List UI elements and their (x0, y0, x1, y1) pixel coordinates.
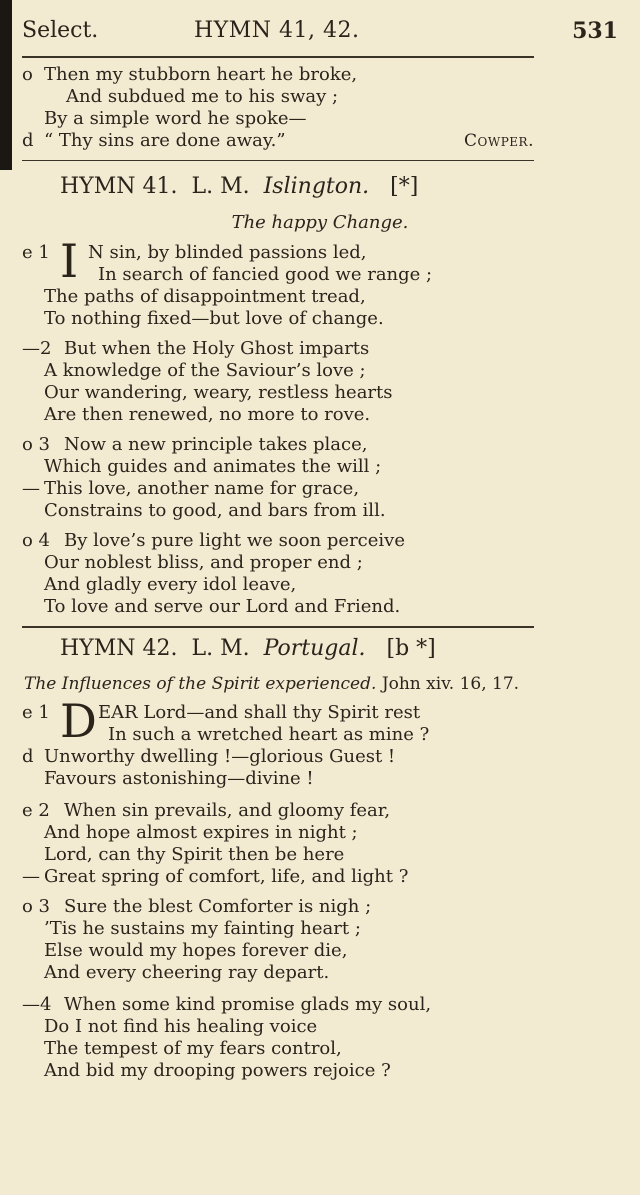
author-attribution: Cowper. (464, 131, 534, 151)
hymn-41-title: HYMN 41. L. M. Islington. [*] (60, 174, 419, 199)
running-title: HYMN 41, 42. (194, 18, 360, 43)
section-rule (22, 160, 534, 161)
hymn-42-title: HYMN 42. L. M. Portugal. [b *] (60, 636, 436, 661)
hymnal-page: Select. HYMN 41, 42. 531 o Then my stubborn heart he broke, And subdued me to his sway ; By a simple word he spoke— d “ Thy sins are done away.” Cowper. HYMN 41. L. M. Islington. [*] The happy Change. e 1 I N sin, by blinded passions led, In search of fancied good we range ; The paths of disappointment tread, To nothing fixed—but love of change. —2 But when the Holy Ghost imparts A knowledge of the Saviour’s love ; Our wandering, weary, restless hearts Are then renewed, no more to rove. o 3 Now a new principle takes place, Which guides and animates the will ; — This love, another name for grace, Constrains to good, and bars from ill. o 4 By love’s pure light we soon perceive Our noblest bliss, and proper end ; And gladly every idol leave, To love and serve our Lord and Friend. HYMN 42. L. M. Portugal. [b *] The Influences of the Spirit experienced. John xiv. 16, 17. e 1 D EAR Lord—and shall thy Spirit rest In such a wretched heart as mine ? d Unworthy dwelling !—glorious Guest ! Favours astonishing—divine ! e 2 When sin prevails, and gloomy fear, And hope almost expires in night ; Lord, can thy Spirit then be here — Great spring of comfort, life, and light ? o 3 Sure the blest Comforter is nigh ; ’Tis he sustains my fainting heart ; Else would my hopes forever die, And every cheering ray depart. —4 When some kind promise glads my soul, Do I not find his healing voice The tempest of my fears control, And bid my drooping powers rejoice ? (0, 0, 640, 1195)
drop-cap: D (60, 694, 97, 748)
section-label: Select. (22, 18, 99, 43)
book-spine-shadow (0, 0, 12, 170)
section-rule (22, 626, 534, 628)
hymn-42-subtitle: The Influences of the Spirit experienced. John xiv. 16, 17. (24, 674, 520, 694)
hymn-41-subtitle: The happy Change. (231, 212, 409, 233)
header-rule (22, 56, 534, 58)
running-head (22, 18, 618, 52)
page-number: 531 (572, 18, 618, 44)
drop-cap: I (60, 234, 79, 288)
